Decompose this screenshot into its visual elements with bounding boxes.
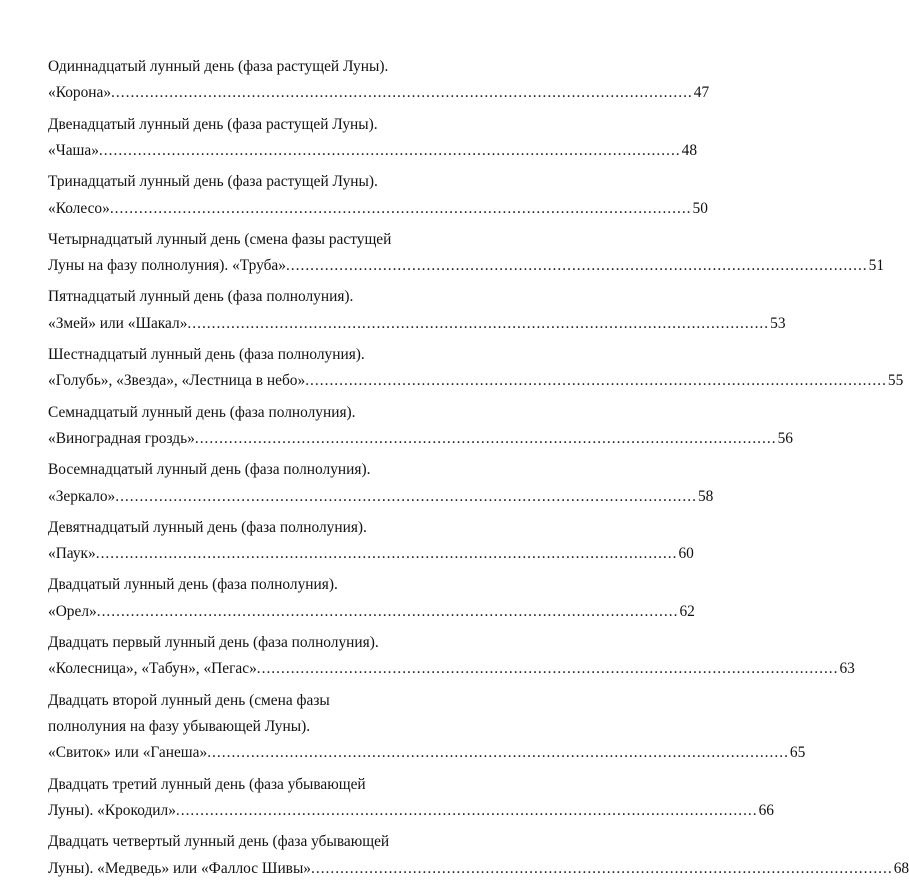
toc-entry-title-last-line (48, 798, 774, 823)
toc-entry-title: «Колесо» (48, 199, 110, 217)
toc-entry-title-last-line (48, 599, 695, 624)
dot-leader: ........................................................................................................................ (311, 859, 893, 877)
toc-page-number: 60 (678, 545, 694, 563)
toc-entry-title: Луны). «Медведь» или «Фаллос Шивы» (48, 859, 311, 877)
toc-page-number: 55 (887, 372, 904, 390)
toc-entry-title-line: Двадцать первый лунный день (фаза полнолуния). (48, 634, 379, 651)
toc-entry-title: «Зеркало» (48, 487, 116, 505)
toc-page-number: 63 (839, 660, 855, 678)
toc-page-number: 50 (692, 199, 708, 217)
toc-entry-title-line: Двадцать третий лунный день (фаза убывающей (48, 775, 366, 793)
toc-page-number: 68 (893, 859, 909, 877)
toc-page-number: 48 (681, 142, 698, 159)
dot-leader: ........................................................................................................................ (285, 257, 868, 275)
toc-entry-title-line: Двадцать второй лунный день (смена фазы (48, 691, 330, 709)
toc-entry-title-last-line (48, 80, 710, 105)
toc-entry-title: «Чаша» (48, 142, 99, 159)
toc-entry-title-line: Двадцать четвертый лунный день (фаза убывающей (48, 833, 390, 851)
toc-page-number: 58 (697, 487, 714, 505)
toc-entry-title: «Голубь», «Звезда», «Лестница в небо» (48, 372, 306, 390)
toc-entry-title-line: Одиннадцатый лунный день (фаза растущей Луны). (48, 58, 389, 75)
toc-entry-title-last-line (48, 196, 708, 221)
dot-leader: ........................................................................................................................ (207, 744, 789, 762)
toc-entry-title-line: Четырнадцатый лунный день (смена фазы растущей (48, 230, 392, 248)
toc-entry-title: «Свиток» или «Ганеша» (48, 744, 208, 762)
toc-page-number: 51 (868, 257, 885, 275)
toc-entry-title-line: Тринадцатый лунный день (фаза растущей Луны). (48, 173, 378, 191)
toc-entry-title-last-line (48, 656, 855, 681)
toc-entry-title-last-line (48, 426, 793, 451)
toc-entry-title-last-line (48, 484, 714, 509)
toc-entry-title-line: Двенадцатый лунный день (фаза растущей Луны). (48, 115, 378, 133)
toc-entry-title: Луны). «Крокодил» (48, 802, 176, 819)
toc-entry-title-line: Пятнадцатый лунный день (фаза полнолуния). (48, 288, 354, 306)
toc-page-number: 53 (770, 314, 786, 332)
toc-entry-title-last-line (48, 856, 909, 881)
dot-leader: ........................................................................................................................ (305, 372, 887, 390)
dot-leader: ........................................................................................................................ (115, 487, 697, 505)
dot-leader: ........................................................................................................................ (187, 314, 770, 332)
toc-entry-title-line: Шестнадцатый лунный день (фаза полнолуния). (48, 346, 365, 363)
dot-leader: ........................................................................................................................ (96, 602, 679, 620)
toc-entry-title: «Орел» (48, 602, 97, 620)
dot-leader: ........................................................................................................................ (256, 660, 839, 678)
toc-page-number: 66 (758, 802, 774, 819)
dot-leader: ........................................................................................................................ (194, 430, 777, 447)
toc-page-number: 65 (789, 744, 806, 762)
toc-entry-title-line: Восемнадцатый лунный день (фаза полнолуния). (48, 461, 371, 479)
toc-entry-title-line: Двадцатый лунный день (фаза полнолуния). (48, 576, 338, 594)
toc-entry-title: «Виноградная гроздь» (48, 430, 195, 447)
toc-entry-title-last-line (48, 253, 885, 278)
dot-leader: ........................................................................................................................ (175, 802, 758, 819)
toc-entry-title: «Колесница», «Табун», «Пегас» (48, 660, 257, 678)
toc-entry-title-last-line (48, 368, 904, 393)
toc-page-number: 56 (777, 430, 793, 447)
dot-leader: ........................................................................................................................ (109, 199, 692, 217)
toc-page-number: 47 (693, 84, 710, 102)
toc-entry-title: «Змей» или «Шакал» (48, 314, 188, 332)
toc-entry-title-last-line (48, 311, 786, 336)
toc-entry-title-last-line (48, 541, 694, 566)
toc-entry-title-line: Семнадцатый лунный день (фаза полнолуния). (48, 403, 356, 421)
toc-page-number: 62 (679, 602, 695, 620)
toc-entry-title: «Паук» (48, 545, 96, 563)
toc-entry-title-line: полнолуния на фазу убывающей Луны). (48, 718, 311, 735)
toc-entry-title-line: Девятнадцатый лунный день (фаза полнолуния). (48, 518, 367, 536)
toc-entry-title-last-line (48, 138, 698, 163)
dot-leader: ........................................................................................................................ (98, 142, 681, 159)
dot-leader: ........................................................................................................................ (95, 545, 678, 563)
toc-entry-title-last-line (48, 740, 806, 765)
toc-entry-title: «Корона» (48, 84, 112, 102)
toc-entry-title: Луны на фазу полнолуния). «Труба» (48, 257, 286, 275)
dot-leader: ........................................................................................................................ (111, 84, 693, 102)
